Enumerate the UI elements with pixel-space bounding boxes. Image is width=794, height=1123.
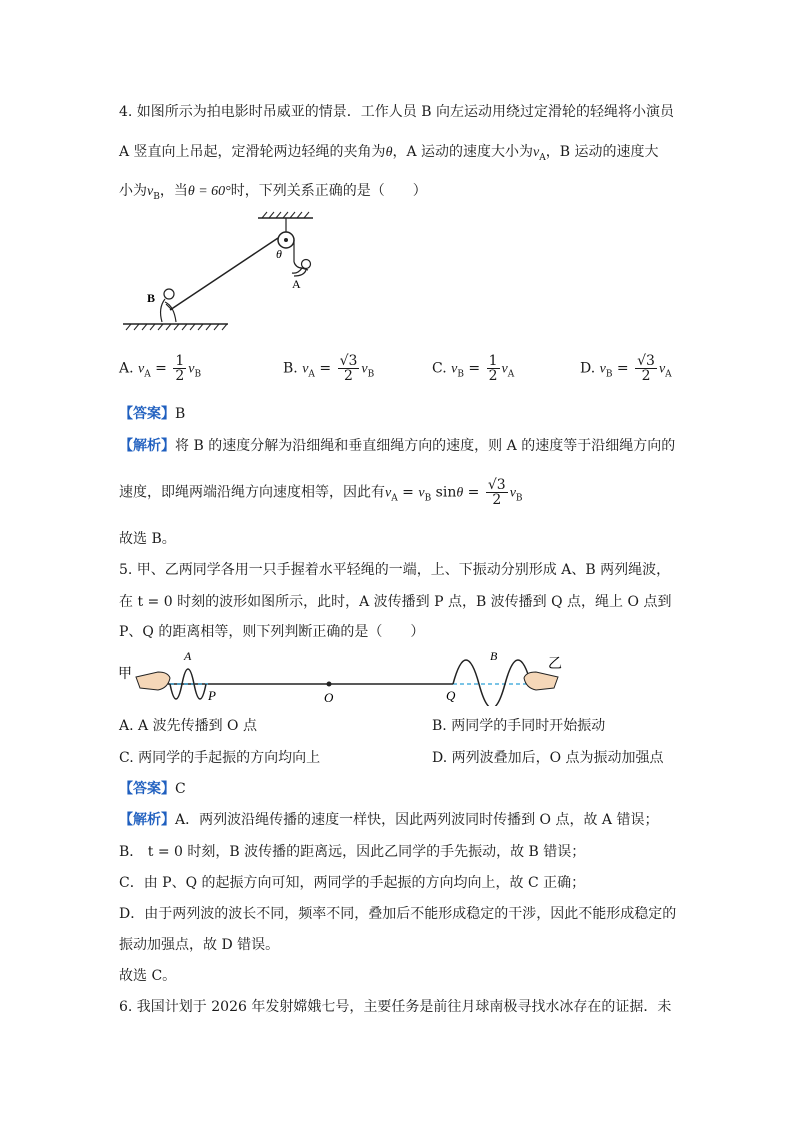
answer-tag: 【答案】	[119, 406, 175, 422]
q5-stem-line-2: 在 t = 0 时刻的波形如图所示，此时，A 波传播到 P 点，B 波传播到 Q 点，绳上 O 点到	[119, 594, 672, 610]
subscript: A	[665, 369, 672, 380]
option-letter: D.	[580, 360, 596, 377]
subscript: A	[144, 369, 151, 380]
sin: sin	[431, 484, 457, 501]
v-symbol: v	[385, 485, 392, 501]
pulley-figure	[118, 210, 338, 335]
label-p: P	[208, 688, 216, 703]
label-b: B	[147, 291, 156, 305]
q5-option-c[interactable]: C. 两同学的手起振的方向均向上	[119, 750, 321, 766]
q5-answer	[119, 779, 186, 799]
label-jia: 甲	[118, 667, 132, 682]
label-wave-b: B	[490, 649, 498, 663]
subscript: A	[539, 152, 546, 163]
subscript: B	[515, 493, 523, 504]
theta-symbol: θ	[385, 145, 393, 160]
equals: =	[463, 360, 485, 377]
numerator: 1	[488, 353, 498, 369]
q5-analysis-line-1	[119, 810, 659, 830]
q4-conclusion: 故选 B。	[119, 531, 176, 547]
numerator: √3	[637, 353, 655, 369]
subscript: A	[507, 369, 515, 380]
fraction	[487, 354, 500, 383]
answer-value: B	[175, 406, 186, 422]
fraction	[338, 354, 360, 383]
subscript: B	[457, 369, 464, 380]
subscript: A	[391, 493, 398, 504]
option-letter: A.	[119, 360, 134, 377]
fraction	[486, 478, 508, 507]
equals: =	[463, 484, 484, 501]
subscript: B	[153, 191, 160, 202]
answer-value: C	[175, 781, 186, 797]
equals: =	[612, 360, 634, 377]
q4-option-b[interactable]	[283, 354, 374, 384]
analysis-text: A．两列波沿绳传播的速度一样快，因此两列波同时传播到 O 点，故 A 错误；	[175, 812, 659, 828]
denominator: 2	[344, 368, 353, 384]
analysis-text: 将 B 的速度分解为沿细绳和垂直细绳方向的速度，则 A 的速度等于沿细绳方向的	[175, 438, 676, 454]
label-yi: 乙	[548, 657, 562, 672]
subscript: B	[605, 369, 613, 380]
option-letter: C.	[432, 360, 447, 377]
equals: =	[150, 360, 172, 377]
q4-text: ，当	[159, 183, 188, 199]
numerator: 1	[175, 353, 185, 369]
label-theta: θ	[276, 247, 282, 261]
wave-b	[453, 660, 531, 706]
q4-text: ，A 运动的速度大小为	[392, 144, 534, 160]
q4-stem-line-1: 4. 如图所示为拍电影时吊威亚的情景．工作人员 B 向左运动用绕过定滑轮的轻绳将小演员	[119, 104, 674, 120]
theta-symbol: θ	[456, 485, 464, 501]
option-letter: B.	[283, 360, 298, 377]
denominator: 2	[488, 368, 498, 384]
q5-option-b[interactable]: B. 两同学的手同时开始振动	[432, 718, 606, 734]
subscript: B	[424, 493, 432, 504]
label-wave-a: A	[184, 649, 192, 663]
q4-option-c[interactable]	[432, 354, 514, 384]
label-o: O	[324, 690, 334, 705]
denominator: 2	[492, 492, 502, 508]
q5-conclusion: 故选 C。	[119, 968, 177, 984]
left-hand-icon	[136, 672, 170, 690]
q5-analysis-line-2: B． t = 0 时刻，B 波传播的距离远，因此乙同学的手先振动，故 B 错误；	[119, 844, 586, 860]
v-symbol: v	[501, 361, 508, 377]
actor-a-icon	[292, 260, 311, 277]
q5-stem-line-1: 5. 甲、乙两同学各用一只手握着水平轻绳的一端，上、下振动分别形成 A、B 两列绳波，	[119, 562, 671, 578]
subscript: A	[308, 369, 315, 380]
analysis-text: 速度，即绳两端沿绳方向速度相等，因此有	[119, 484, 385, 501]
q4-stem-line-2	[119, 142, 658, 168]
q5-analysis-line-4: D．由于两列波的波长不同，频率不同，叠加后不能形成稳定的干涉，因此不能形成稳定的	[119, 906, 677, 922]
numerator: √3	[487, 477, 506, 493]
v-symbol: v	[509, 485, 516, 501]
rope-wave-figure	[118, 644, 588, 706]
denominator: 2	[175, 368, 185, 384]
v-symbol: v	[361, 361, 368, 377]
analysis-tag: 【解析】	[119, 812, 175, 828]
q4-text: ，B 运动的速度大	[545, 144, 659, 160]
label-a: A	[292, 277, 301, 291]
analysis-tag: 【解析】	[119, 438, 175, 454]
v-symbol: v	[147, 184, 154, 199]
v-symbol: v	[533, 145, 540, 160]
right-hand-icon	[524, 672, 558, 690]
denominator: 2	[641, 368, 651, 384]
q5-stem-line-3: P、Q 的距离相等，则下列判断正确的是（ ）	[119, 624, 425, 640]
label-q: Q	[446, 688, 456, 703]
v-symbol: v	[658, 361, 666, 377]
worker-b-icon	[161, 289, 176, 322]
equals: =	[314, 360, 336, 377]
q4-text: A 竖直向上吊起，定滑轮两边轻绳的夹角为	[119, 144, 386, 160]
v-symbol: v	[418, 485, 425, 501]
v-symbol: v	[188, 361, 195, 377]
q5-option-a[interactable]: A. A 波先传播到 O 点	[119, 718, 257, 734]
q4-text: 小为	[119, 183, 147, 199]
numerator: √3	[339, 353, 358, 369]
v-symbol: v	[302, 361, 309, 377]
q4-option-d[interactable]	[580, 354, 672, 384]
q5-option-d[interactable]: D. 两列波叠加后，O 点为振动加强点	[432, 750, 664, 766]
theta-condition: θ = 60°	[187, 184, 231, 199]
fraction	[173, 354, 186, 383]
q4-text: 时，下列关系正确的是（ ）	[230, 183, 427, 199]
q4-analysis-line-1	[119, 436, 675, 456]
q5-analysis-line-5: 振动加强点，故 D 错误。	[119, 937, 280, 953]
v-symbol: v	[451, 361, 458, 377]
q4-answer	[119, 404, 185, 424]
fraction	[635, 354, 657, 383]
subscript: B	[367, 369, 375, 380]
subscript: B	[194, 369, 202, 380]
q4-analysis-line-2	[119, 478, 523, 508]
answer-tag: 【答案】	[119, 781, 175, 797]
equals: =	[397, 484, 419, 501]
q4-stem-line-3	[119, 181, 427, 207]
v-symbol: v	[138, 361, 145, 377]
q5-analysis-line-3: C．由 P、Q 的起振方向可知，两同学的手起振的方向均向上，故 C 正确；	[119, 875, 586, 891]
q4-option-a[interactable]	[119, 354, 201, 384]
q6-stem-line-1: 6. 我国计划于 2026 年发射嫦娥七号，主要任务是前往月球南极寻找水冰存在的证据．未	[119, 999, 672, 1015]
v-symbol: v	[599, 361, 606, 377]
